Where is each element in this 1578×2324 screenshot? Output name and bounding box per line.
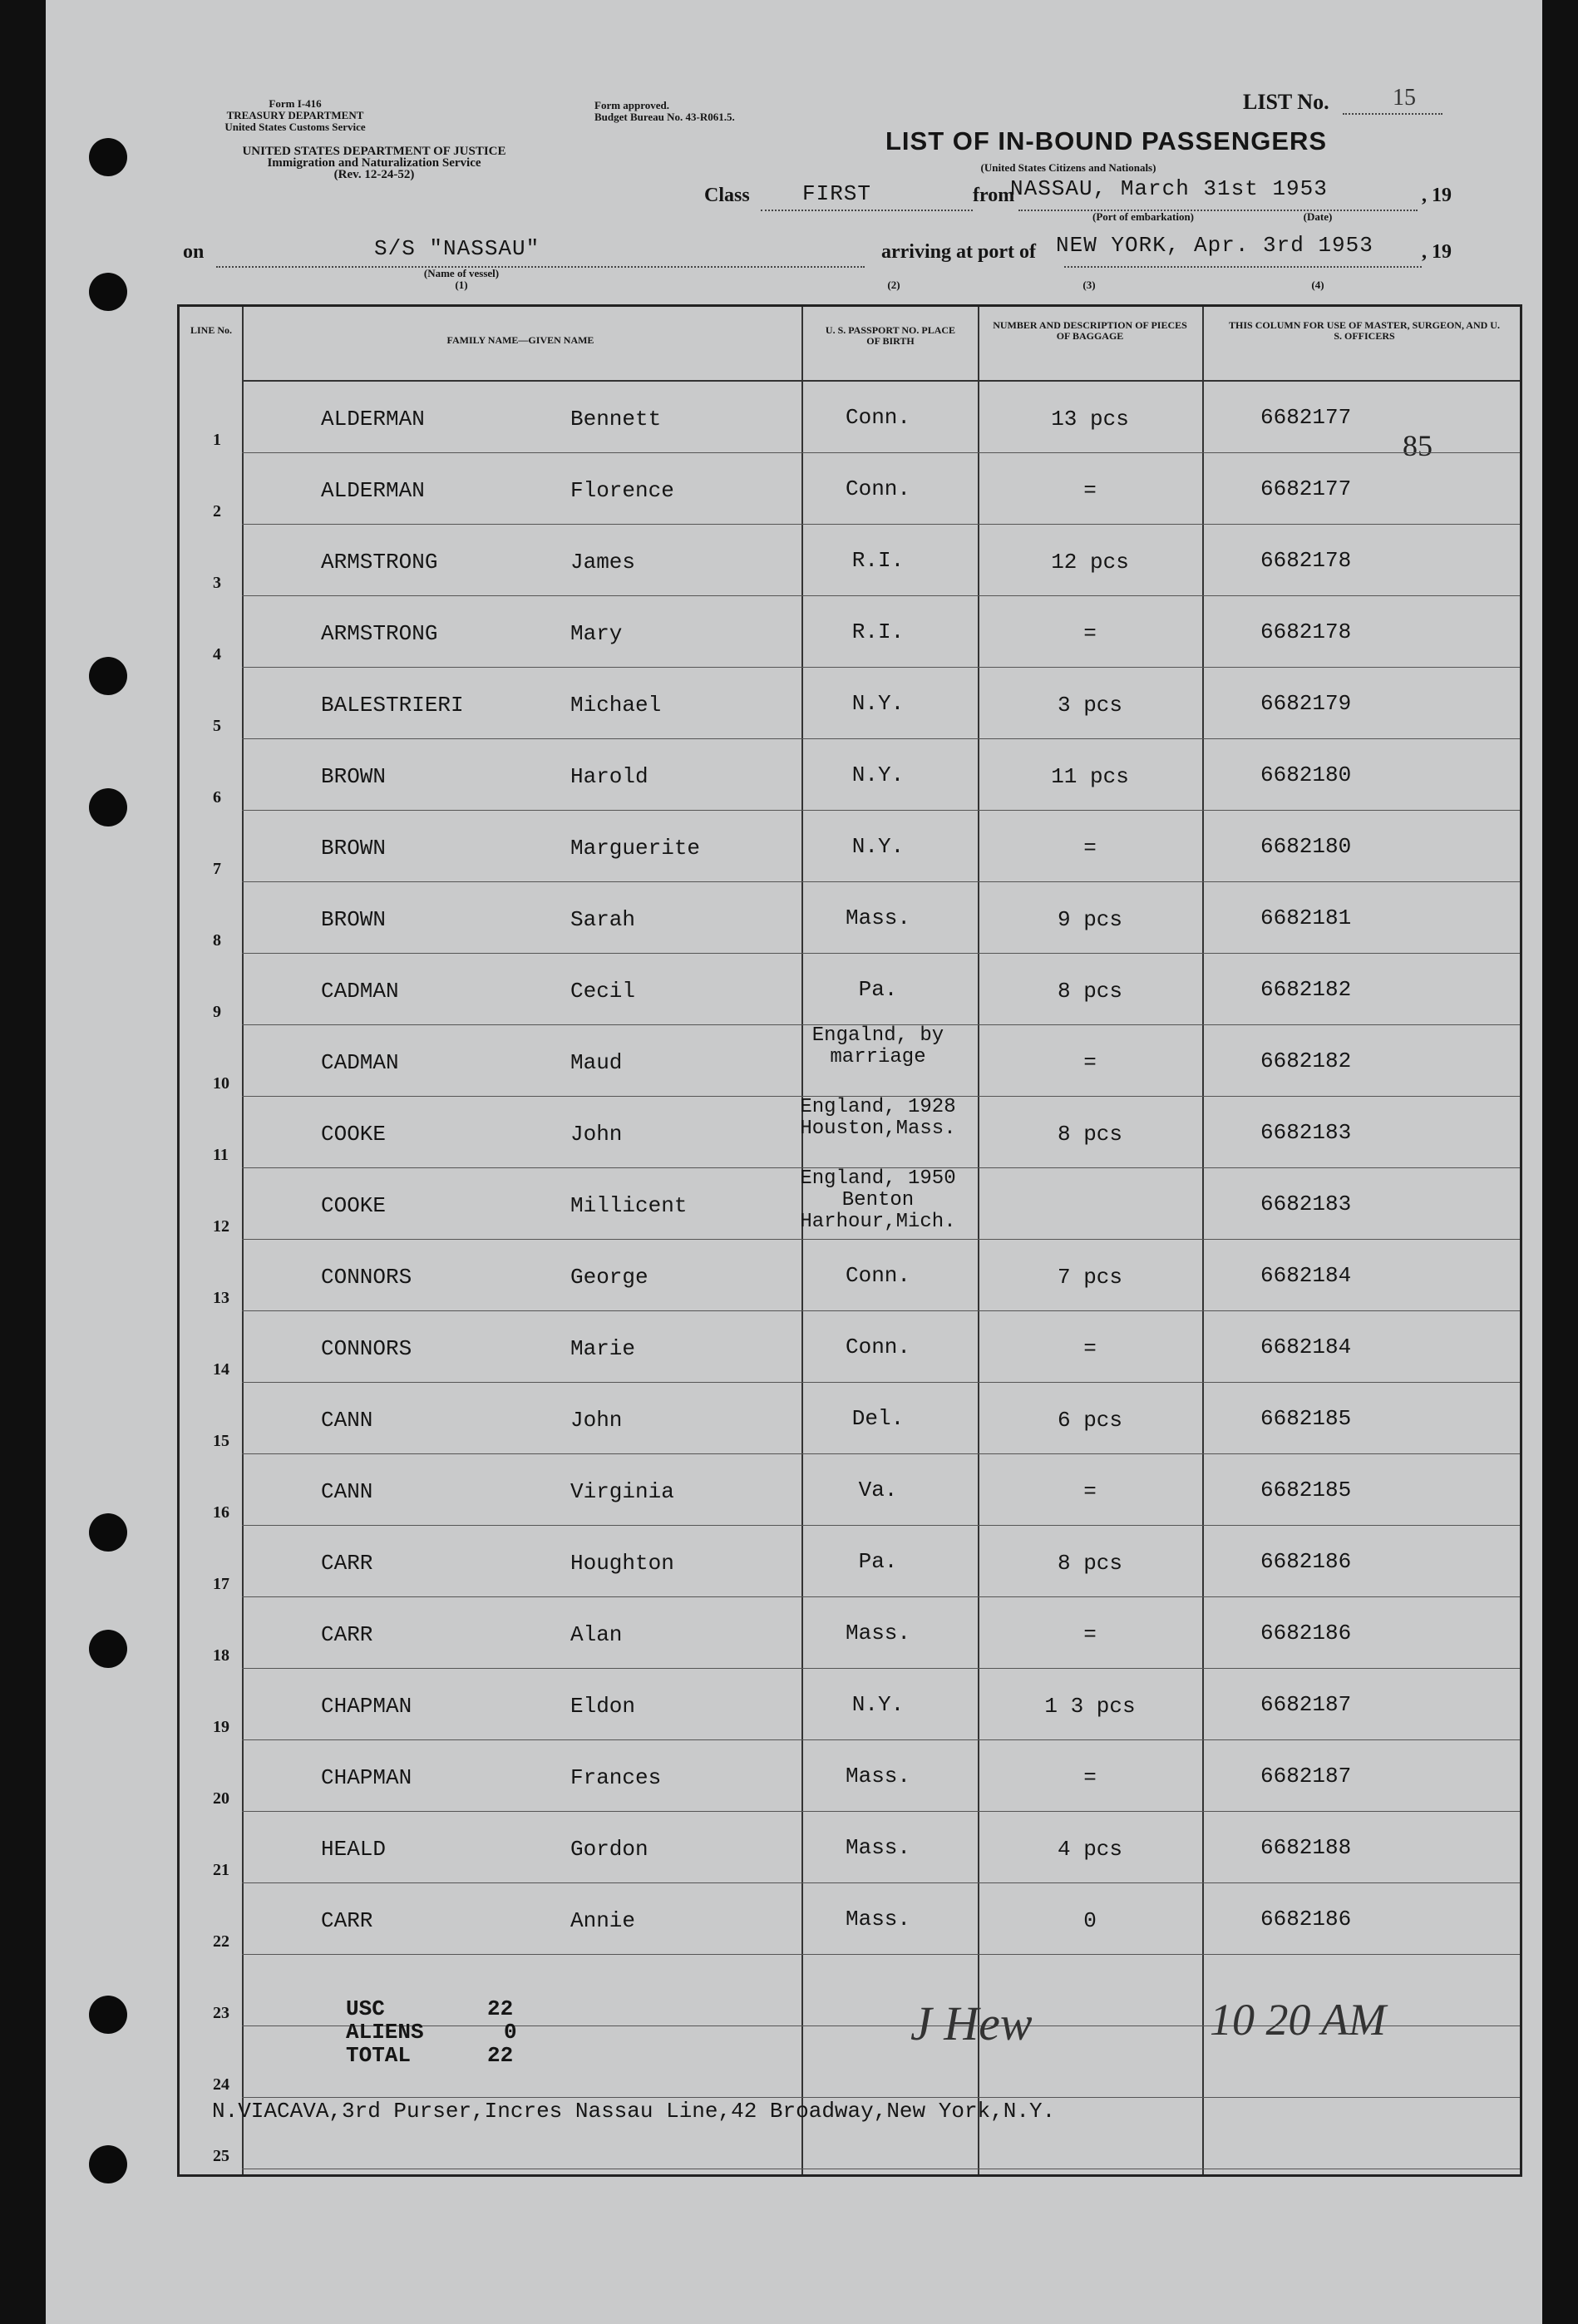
embarkation-caption: (Port of embarkation) bbox=[1092, 210, 1195, 223]
family-name: ALDERMAN bbox=[321, 478, 425, 503]
given-name: Sarah bbox=[570, 907, 636, 932]
family-name: COOKE bbox=[321, 1193, 387, 1218]
family-name: CHAPMAN bbox=[321, 1765, 412, 1790]
col-marker-4: (4) bbox=[1311, 279, 1324, 291]
punch-hole bbox=[89, 1630, 127, 1668]
baggage-count: 3 pcs bbox=[1057, 693, 1122, 718]
line-number: 4 bbox=[213, 645, 221, 664]
baggage-count: 8 pcs bbox=[1057, 1122, 1122, 1147]
baggage-count: 11 pcs bbox=[1051, 764, 1129, 789]
signature-time: 10 20 AM bbox=[1210, 1995, 1386, 2045]
line-number: 25 bbox=[213, 2147, 229, 2165]
line-number: 3 bbox=[213, 574, 221, 592]
family-name: ALDERMAN bbox=[321, 407, 425, 432]
place-of-birth: Mass. bbox=[845, 905, 910, 930]
table-row bbox=[180, 739, 1520, 811]
aliens-count: 0 bbox=[504, 2020, 517, 2045]
given-name: Mary bbox=[570, 621, 623, 646]
table-row bbox=[180, 668, 1520, 739]
vessel-caption-text: (Name of vessel) bbox=[423, 267, 500, 279]
table-row bbox=[180, 596, 1520, 668]
from-label: from bbox=[973, 185, 1015, 206]
justice-dept: UNITED STATES DEPARTMENT OF JUSTICE bbox=[242, 145, 506, 158]
given-name: Florence bbox=[570, 478, 674, 503]
table-row bbox=[180, 1097, 1520, 1168]
line-number: 7 bbox=[213, 860, 221, 878]
given-name: James bbox=[570, 550, 636, 575]
place-of-birth: Mass. bbox=[845, 1764, 910, 1789]
baggage-count: 6 pcs bbox=[1057, 1408, 1122, 1433]
place-of-birth: England, 1928 Houston,Mass. bbox=[800, 1096, 956, 1140]
baggage-count: = bbox=[1083, 1336, 1097, 1361]
line-number: 9 bbox=[213, 1003, 221, 1021]
from-value: NASSAU, March 31st 1953 bbox=[1010, 176, 1328, 201]
officer-number: 6682188 bbox=[1260, 1835, 1352, 1860]
family-name: BROWN bbox=[321, 836, 387, 861]
family-name: CADMAN bbox=[321, 1050, 399, 1075]
approval-block bbox=[594, 100, 885, 123]
baggage-count: 12 pcs bbox=[1051, 550, 1129, 575]
manifest-page bbox=[46, 0, 1542, 2324]
place-of-birth: N.Y. bbox=[851, 1692, 905, 1717]
place-of-birth: Conn. bbox=[845, 476, 910, 501]
vessel-line bbox=[216, 266, 865, 268]
line-number: 8 bbox=[213, 931, 221, 950]
officer-number: 6682183 bbox=[1260, 1120, 1352, 1145]
line-number: 1 bbox=[213, 431, 221, 449]
aliens-label: ALIENS bbox=[346, 2020, 424, 2045]
on-label: on bbox=[183, 241, 205, 263]
place-of-birth: N.Y. bbox=[851, 691, 905, 716]
family-name: COOKE bbox=[321, 1122, 387, 1147]
family-name: HEALD bbox=[321, 1837, 387, 1862]
arrival-line bbox=[1064, 266, 1422, 268]
line-number: 23 bbox=[213, 2004, 229, 2022]
officer-number: 6682187 bbox=[1260, 1764, 1352, 1789]
table-row bbox=[180, 453, 1520, 525]
line-number: 6 bbox=[213, 788, 221, 807]
given-name: Annie bbox=[570, 1908, 636, 1933]
col-marker-3: (3) bbox=[1082, 279, 1096, 291]
officer-number: 6682185 bbox=[1260, 1478, 1352, 1502]
officer-number: 6682184 bbox=[1260, 1335, 1352, 1359]
baggage-count: 13 pcs bbox=[1051, 407, 1129, 432]
line-number: 22 bbox=[213, 1932, 229, 1951]
col-header-name: FAMILY NAME—GIVEN NAME bbox=[446, 334, 594, 346]
family-name: BROWN bbox=[321, 764, 387, 789]
place-of-birth: R.I. bbox=[851, 548, 905, 573]
given-name: Frances bbox=[570, 1765, 662, 1790]
given-name: Houghton bbox=[570, 1551, 674, 1576]
line-number: 24 bbox=[213, 2075, 229, 2094]
officer-number: 6682182 bbox=[1260, 1049, 1352, 1073]
vessel-caption-no: (1) bbox=[455, 279, 468, 291]
baggage-count: = bbox=[1083, 1765, 1097, 1790]
place-of-birth: England, 1950 Benton Harhour,Mich. bbox=[800, 1167, 956, 1233]
officer-number: 6682186 bbox=[1260, 1549, 1352, 1574]
ins-service: Immigration and Naturalization Service bbox=[267, 156, 481, 170]
place-of-birth: Del. bbox=[851, 1406, 905, 1431]
place-of-birth: Conn. bbox=[845, 1335, 910, 1359]
customs-service: United States Customs Service bbox=[224, 121, 366, 133]
baggage-count: 4 pcs bbox=[1057, 1837, 1122, 1862]
family-name: CONNORS bbox=[321, 1336, 412, 1361]
baggage-count: 9 pcs bbox=[1057, 907, 1122, 932]
class-value: FIRST bbox=[802, 181, 872, 206]
usc-count: 22 bbox=[487, 1996, 514, 2021]
family-name: CANN bbox=[321, 1479, 373, 1504]
date-caption: (Date) bbox=[1303, 210, 1333, 223]
table-row bbox=[180, 1383, 1520, 1454]
total-label: TOTAL bbox=[346, 2043, 412, 2068]
line-number: 13 bbox=[213, 1289, 229, 1307]
list-no-value: 15 bbox=[1393, 85, 1416, 111]
line-number: 11 bbox=[213, 1146, 229, 1164]
line-number: 15 bbox=[213, 1432, 229, 1450]
usc-label: USC bbox=[346, 1996, 385, 2021]
total-count: 22 bbox=[487, 2043, 514, 2068]
family-name: CONNORS bbox=[321, 1265, 412, 1290]
family-name: CADMAN bbox=[321, 979, 399, 1004]
officer-number: 6682178 bbox=[1260, 548, 1352, 573]
margin-note: 85 bbox=[1403, 429, 1433, 462]
punch-hole bbox=[89, 1996, 127, 2034]
table-row bbox=[180, 1240, 1520, 1311]
arriving-label: arriving at port of bbox=[881, 241, 1036, 263]
given-name: Harold bbox=[570, 764, 648, 789]
table-row bbox=[180, 882, 1520, 954]
officer-number: 6682185 bbox=[1260, 1406, 1352, 1431]
place-of-birth: Mass. bbox=[845, 1621, 910, 1646]
line-number: 21 bbox=[213, 1861, 229, 1879]
officer-number: 6682181 bbox=[1260, 905, 1352, 930]
officer-number: 6682180 bbox=[1260, 834, 1352, 859]
officer-number: 6682180 bbox=[1260, 762, 1352, 787]
baggage-count: = bbox=[1083, 478, 1097, 503]
baggage-count: 8 pcs bbox=[1057, 1551, 1122, 1576]
place-of-birth: Conn. bbox=[845, 1263, 910, 1288]
list-no-line bbox=[1343, 113, 1442, 115]
line-number: 2 bbox=[213, 502, 221, 521]
given-name: Eldon bbox=[570, 1694, 636, 1719]
baggage-count: = bbox=[1083, 1622, 1097, 1647]
given-name: Bennett bbox=[570, 407, 662, 432]
page-subtitle: (United States Citizens and Nationals) bbox=[980, 161, 1156, 174]
family-name: CARR bbox=[321, 1551, 373, 1576]
place-of-birth: Va. bbox=[858, 1478, 898, 1502]
given-name: George bbox=[570, 1265, 648, 1290]
family-name: CHAPMAN bbox=[321, 1694, 412, 1719]
officer-number: 6682182 bbox=[1260, 977, 1352, 1002]
passenger-table bbox=[177, 304, 1522, 2177]
line-number: 18 bbox=[213, 1646, 229, 1665]
year-suffix-1: , 19 bbox=[1422, 185, 1452, 206]
place-of-birth: N.Y. bbox=[851, 762, 905, 787]
officer-number: 6682184 bbox=[1260, 1263, 1352, 1288]
punch-hole bbox=[89, 138, 127, 176]
line-number: 16 bbox=[213, 1503, 229, 1522]
line-number: 10 bbox=[213, 1074, 229, 1093]
col-header-line: LINE No. bbox=[190, 324, 232, 336]
place-of-birth: Engalnd, by marriage bbox=[811, 1024, 944, 1068]
line-number: 12 bbox=[213, 1217, 229, 1236]
given-name: Cecil bbox=[570, 979, 636, 1004]
table-row bbox=[180, 1526, 1520, 1597]
given-name: Marie bbox=[570, 1336, 636, 1361]
page-title: LIST OF IN-BOUND PASSENGERS bbox=[885, 126, 1328, 155]
family-name: BALESTRIERI bbox=[321, 693, 464, 718]
punch-hole bbox=[89, 273, 127, 311]
place-of-birth: R.I. bbox=[851, 619, 905, 644]
place-of-birth: N.Y. bbox=[851, 834, 905, 859]
col-marker-2: (2) bbox=[887, 279, 900, 291]
place-of-birth: Pa. bbox=[858, 1549, 898, 1574]
table-row bbox=[180, 811, 1520, 882]
table-row bbox=[180, 1168, 1520, 1240]
family-name: ARMSTRONG bbox=[321, 621, 438, 646]
line-number: 17 bbox=[213, 1575, 229, 1593]
table-row bbox=[180, 1597, 1520, 1669]
class-line bbox=[761, 210, 973, 211]
given-name: Gordon bbox=[570, 1837, 648, 1862]
place-of-birth: Conn. bbox=[845, 405, 910, 430]
col-header-passport: U. S. PASSPORT NO. PLACE OF BIRTH bbox=[825, 324, 956, 347]
officer-number: 6682177 bbox=[1260, 476, 1352, 501]
baggage-count: 0 bbox=[1083, 1908, 1097, 1933]
officer-number: 6682177 bbox=[1260, 405, 1352, 430]
officer-number: 6682179 bbox=[1260, 691, 1352, 716]
table-row bbox=[180, 1883, 1520, 1955]
baggage-count: 8 pcs bbox=[1057, 979, 1122, 1004]
line-number: 14 bbox=[213, 1360, 229, 1379]
table-row bbox=[180, 382, 1520, 453]
family-name: CANN bbox=[321, 1408, 373, 1433]
punch-hole bbox=[89, 657, 127, 695]
place-of-birth: Mass. bbox=[845, 1907, 910, 1932]
line-number: 20 bbox=[213, 1789, 229, 1808]
vessel-value: S/S "NASSAU" bbox=[374, 236, 540, 261]
officer-number: 6682183 bbox=[1260, 1192, 1352, 1216]
form-id-block bbox=[170, 98, 420, 133]
budget-bureau: Budget Bureau No. 43-R061.5. bbox=[594, 111, 735, 123]
given-name: Virginia bbox=[570, 1479, 674, 1504]
given-name: Michael bbox=[570, 693, 662, 718]
given-name: John bbox=[570, 1122, 623, 1147]
place-of-birth: Pa. bbox=[858, 977, 898, 1002]
inspector-signature: J Hew bbox=[910, 1996, 1033, 2050]
family-name: ARMSTRONG bbox=[321, 550, 438, 575]
baggage-count: = bbox=[1083, 1050, 1097, 1075]
table-row bbox=[180, 1311, 1520, 1383]
list-no-label: LIST No. bbox=[1243, 90, 1329, 114]
year-suffix-2: , 19 bbox=[1422, 241, 1452, 263]
punch-hole bbox=[89, 1513, 127, 1552]
table-row bbox=[180, 954, 1520, 1025]
given-name: Millicent bbox=[570, 1193, 688, 1218]
table-row bbox=[180, 1812, 1520, 1883]
baggage-count: = bbox=[1083, 836, 1097, 861]
table-row bbox=[180, 1454, 1520, 1526]
justice-block bbox=[175, 146, 574, 180]
punch-hole bbox=[89, 788, 127, 826]
baggage-count: 1 3 pcs bbox=[1044, 1694, 1136, 1719]
given-name: Alan bbox=[570, 1622, 623, 1647]
officer-number: 6682187 bbox=[1260, 1692, 1352, 1717]
baggage-count: = bbox=[1083, 1479, 1097, 1504]
col-header-officers: THIS COLUMN FOR USE OF MASTER, SURGEON, AND U. S. OFFICERS bbox=[1229, 319, 1500, 342]
revision: (Rev. 12-24-52) bbox=[333, 168, 415, 181]
place-of-birth: Mass. bbox=[845, 1835, 910, 1860]
arrival-value: NEW YORK, Apr. 3rd 1953 bbox=[1056, 233, 1373, 258]
baggage-count: = bbox=[1083, 621, 1097, 646]
form-approved: Form approved. bbox=[594, 99, 670, 111]
officer-number: 6682178 bbox=[1260, 619, 1352, 644]
table-row bbox=[180, 1669, 1520, 1740]
officer-number: 6682186 bbox=[1260, 1621, 1352, 1646]
family-name: BROWN bbox=[321, 907, 387, 932]
given-name: Marguerite bbox=[570, 836, 701, 861]
family-name: CARR bbox=[321, 1622, 373, 1647]
given-name: John bbox=[570, 1408, 623, 1433]
table-row bbox=[180, 1740, 1520, 1812]
officer-number: 6682186 bbox=[1260, 1907, 1352, 1932]
baggage-count: 7 pcs bbox=[1057, 1265, 1122, 1290]
form-number: Form I-416 bbox=[269, 97, 322, 110]
vessel-caption bbox=[395, 268, 528, 291]
purser-line: N.VIACAVA,3rd Purser,Incres Nassau Line,42 Broadway,New York,N.Y. bbox=[212, 2099, 1056, 2124]
table-row bbox=[180, 1025, 1520, 1097]
given-name: Maud bbox=[570, 1050, 623, 1075]
col-header-baggage: NUMBER AND DESCRIPTION OF PIECES OF BAGGAGE bbox=[993, 319, 1187, 342]
line-number: 5 bbox=[213, 717, 221, 735]
class-label: Class bbox=[704, 185, 750, 206]
line-number: 19 bbox=[213, 1718, 229, 1736]
family-name: CARR bbox=[321, 1908, 373, 1933]
table-row bbox=[180, 525, 1520, 596]
punch-hole bbox=[89, 2145, 127, 2183]
treasury-dept: TREASURY DEPARTMENT bbox=[226, 109, 364, 121]
